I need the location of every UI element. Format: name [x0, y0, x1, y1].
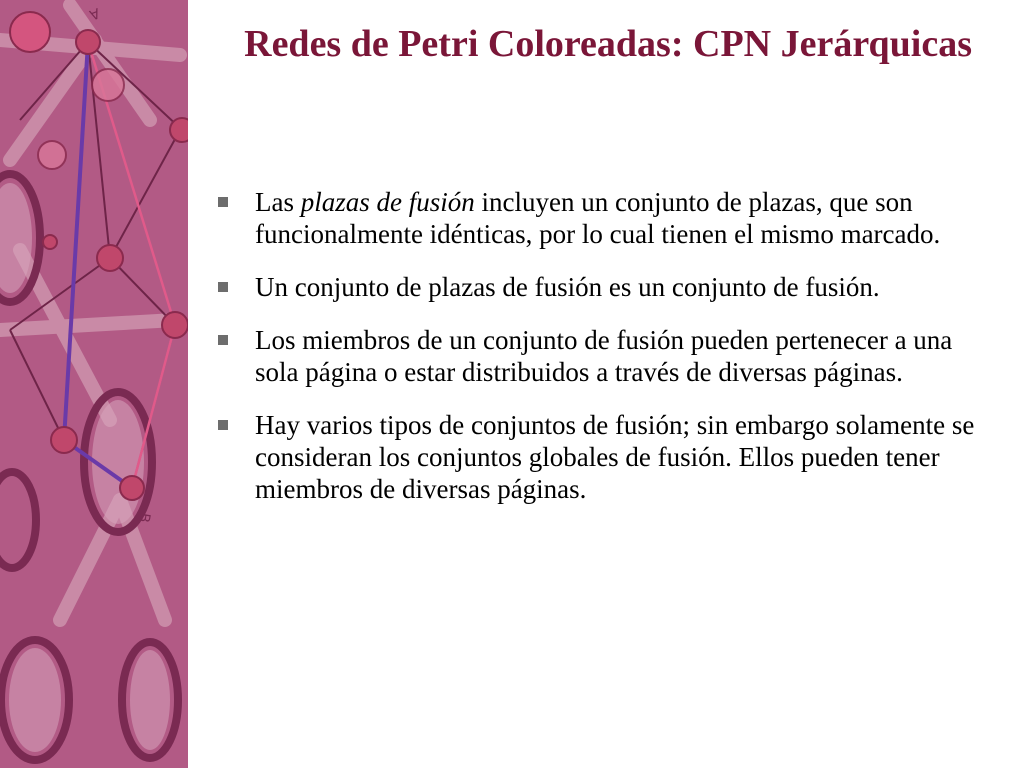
square-bullet-icon — [218, 197, 228, 207]
decoration-letter-bottom: B — [135, 511, 153, 524]
bullet-4-text: Hay varios tipos de conjuntos de fusión; sin embargo solamente se consideran los conjuntos globales de fusión. Ellos pueden tener miembros de diversas páginas. — [255, 410, 975, 504]
square-bullet-icon — [218, 335, 228, 345]
bullet-1-text-before: Las — [255, 187, 301, 217]
square-bullet-icon — [218, 282, 228, 292]
bullet-1-emphasis: plazas de fusión — [300, 187, 475, 217]
bullet-2-text: Un conjunto de plazas de fusión es un conjunto de fusión. — [255, 272, 880, 302]
bullet-item-2 — [214, 271, 984, 303]
bullet-item-4 — [214, 409, 984, 505]
slide-title: Redes de Petri Coloreadas: CPN Jerárquicas — [244, 23, 972, 65]
bullet-3-text: Los miembros de un conjunto de fusión pueden pertenecer a una sola página o estar distribuidos a través de diversas páginas. — [255, 325, 953, 387]
bullet-1-text-after: incluyen un conjunto de plazas, que son funcionalmente idénticas, por lo cual tienen el mismo marcado. — [255, 187, 941, 249]
network-graph-illustration — [0, 0, 188, 768]
bullet-item-3 — [214, 324, 984, 388]
decoration-letter-top: A — [87, 4, 102, 23]
decorative-network-panel — [0, 0, 188, 768]
bullet-item-1 — [214, 186, 984, 250]
square-bullet-icon — [218, 420, 228, 430]
bullet-list — [214, 186, 984, 526]
